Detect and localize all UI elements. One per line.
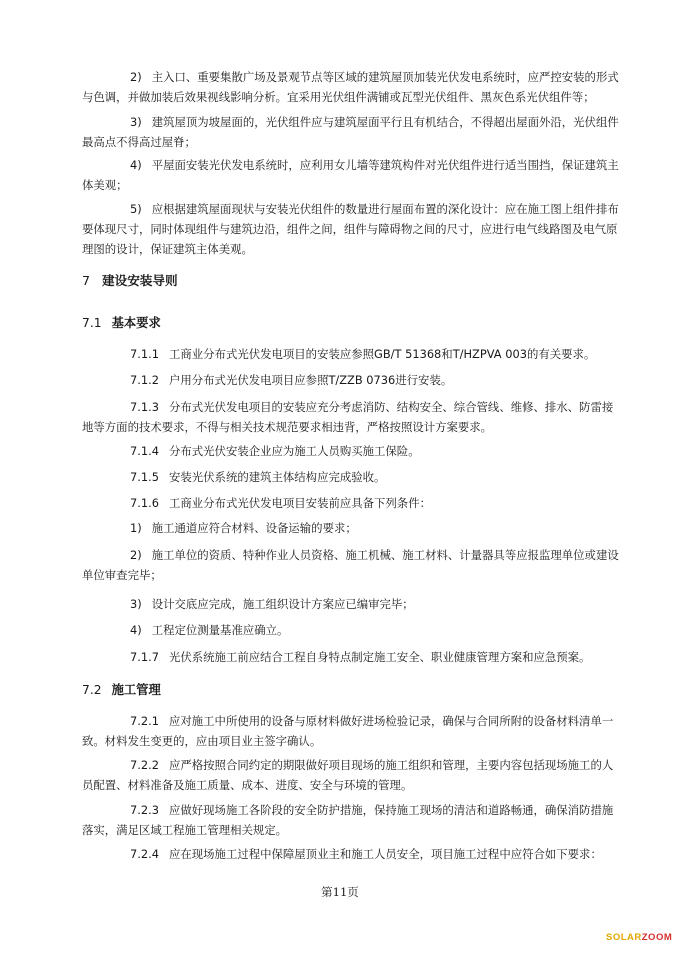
clause-7-1-7: 7.1.7 光伏系统施工前应结合工程自身特点制定施工安全、职业健康管理方案和应急预案。 bbox=[130, 650, 591, 664]
watermark-logo: SOLARZOOM bbox=[606, 932, 673, 943]
clause-7-1-2: 7.1.2 户用分布式光伏发电项目应参照T/ZZB 0736进行安装。 bbox=[130, 373, 453, 387]
clause-7-2-1: 7.2.1 应对施工中所使用的设备与原材料做好进场检验记录，确保与合同所附的设备材料清单一致。材料发生变更的，应由项目业主签字确认。 bbox=[82, 714, 614, 748]
condition-item-2: 2) 施工单位的资质、特种作业人员资格、施工机械、施工材料、计量器具等应报监理单位或建设单位审查完毕； bbox=[82, 548, 619, 582]
condition-item-1: 1) 施工通道应符合材料、设备运输的要求； bbox=[130, 521, 357, 535]
condition-item-3: 3) 设计交底应完成，施工组织设计方案应已编审完毕； bbox=[130, 597, 414, 611]
condition-item-4: 4) 工程定位测量基准应确立。 bbox=[130, 623, 289, 637]
clause-7-2-4: 7.2.4 应在现场施工过程中保障屋顶业主和施工人员安全，项目施工过程中应符合如下要求： bbox=[130, 847, 602, 861]
clause-7-1-4: 7.1.4 分布式光伏安装企业应为施工人员购买施工保险。 bbox=[130, 444, 420, 458]
list-item-5: 5) 应根据建筑屋面现状与安装光伏组件的数量进行屋面布置的深化设计：应在施工图上组件排布要体现尺寸，同时体现组件与建筑边沿，组件之间，组件与障碍物之间的尺寸，应进行电气线路图及电气原理图的设计，保证建筑主体美观。 bbox=[82, 202, 619, 256]
clause-7-2-2: 7.2.2 应严格按照合同约定的期限做好项目现场的施工组织和管理，主要内容包括现场施工的人员配置、材料准备及施工质量、成本、进度、安全与环境的管理。 bbox=[82, 758, 614, 792]
list-item-4: 4) 平屋面安装光伏发电系统时，应利用女儿墙等建筑构件对光伏组件进行适当围挡，保证建筑主体美观； bbox=[82, 158, 619, 192]
clause-7-1-3: 7.1.3 分布式光伏发电项目的安装应充分考虑消防、结构安全、综合管线、维修、排水、防雷接地等方面的技术要求，不得与相关技术规范要求相违背，严格按照设计方案要求。 bbox=[82, 400, 614, 434]
subsection-heading-7-2: 7.2 施工管理 bbox=[82, 683, 161, 697]
page-number: 第11页 bbox=[321, 885, 359, 899]
list-item-2: 2) 主入口、重要集散广场及景观节点等区域的建筑屋顶加装光伏发电系统时，应严控安装的形式与色调，并做加装后效果视线影响分析。宜采用光伏组件满铺或瓦型光伏组件、黑灰色系光伏组件等； bbox=[82, 70, 619, 104]
clause-7-1-5: 7.1.5 安装光伏系统的建筑主体结构应完成验收。 bbox=[130, 470, 386, 484]
clause-7-2-3: 7.2.3 应做好现场施工各阶段的安全防护措施，保持施工现场的清洁和道路畅通，确保消防措施落实，满足区域工程施工管理相关规定。 bbox=[82, 803, 614, 837]
section-heading-7: 7 建设安装导则 bbox=[82, 273, 178, 288]
list-item-3: 3) 建筑屋顶为坡屋面的，光伏组件应与建筑屋面平行且有机结合，不得超出屋面外沿，光伏组件最高点不得高过屋脊； bbox=[82, 115, 619, 149]
clause-7-1-1: 7.1.1 工商业分布式光伏发电项目的安装应参照GB/T 51368和T/HZPVA 003的有关要求。 bbox=[130, 347, 596, 361]
clause-7-1-6: 7.1.6 工商业分布式光伏发电项目安装前应具备下列条件： bbox=[130, 496, 431, 510]
subsection-heading-7-1: 7.1 基本要求 bbox=[82, 316, 161, 330]
